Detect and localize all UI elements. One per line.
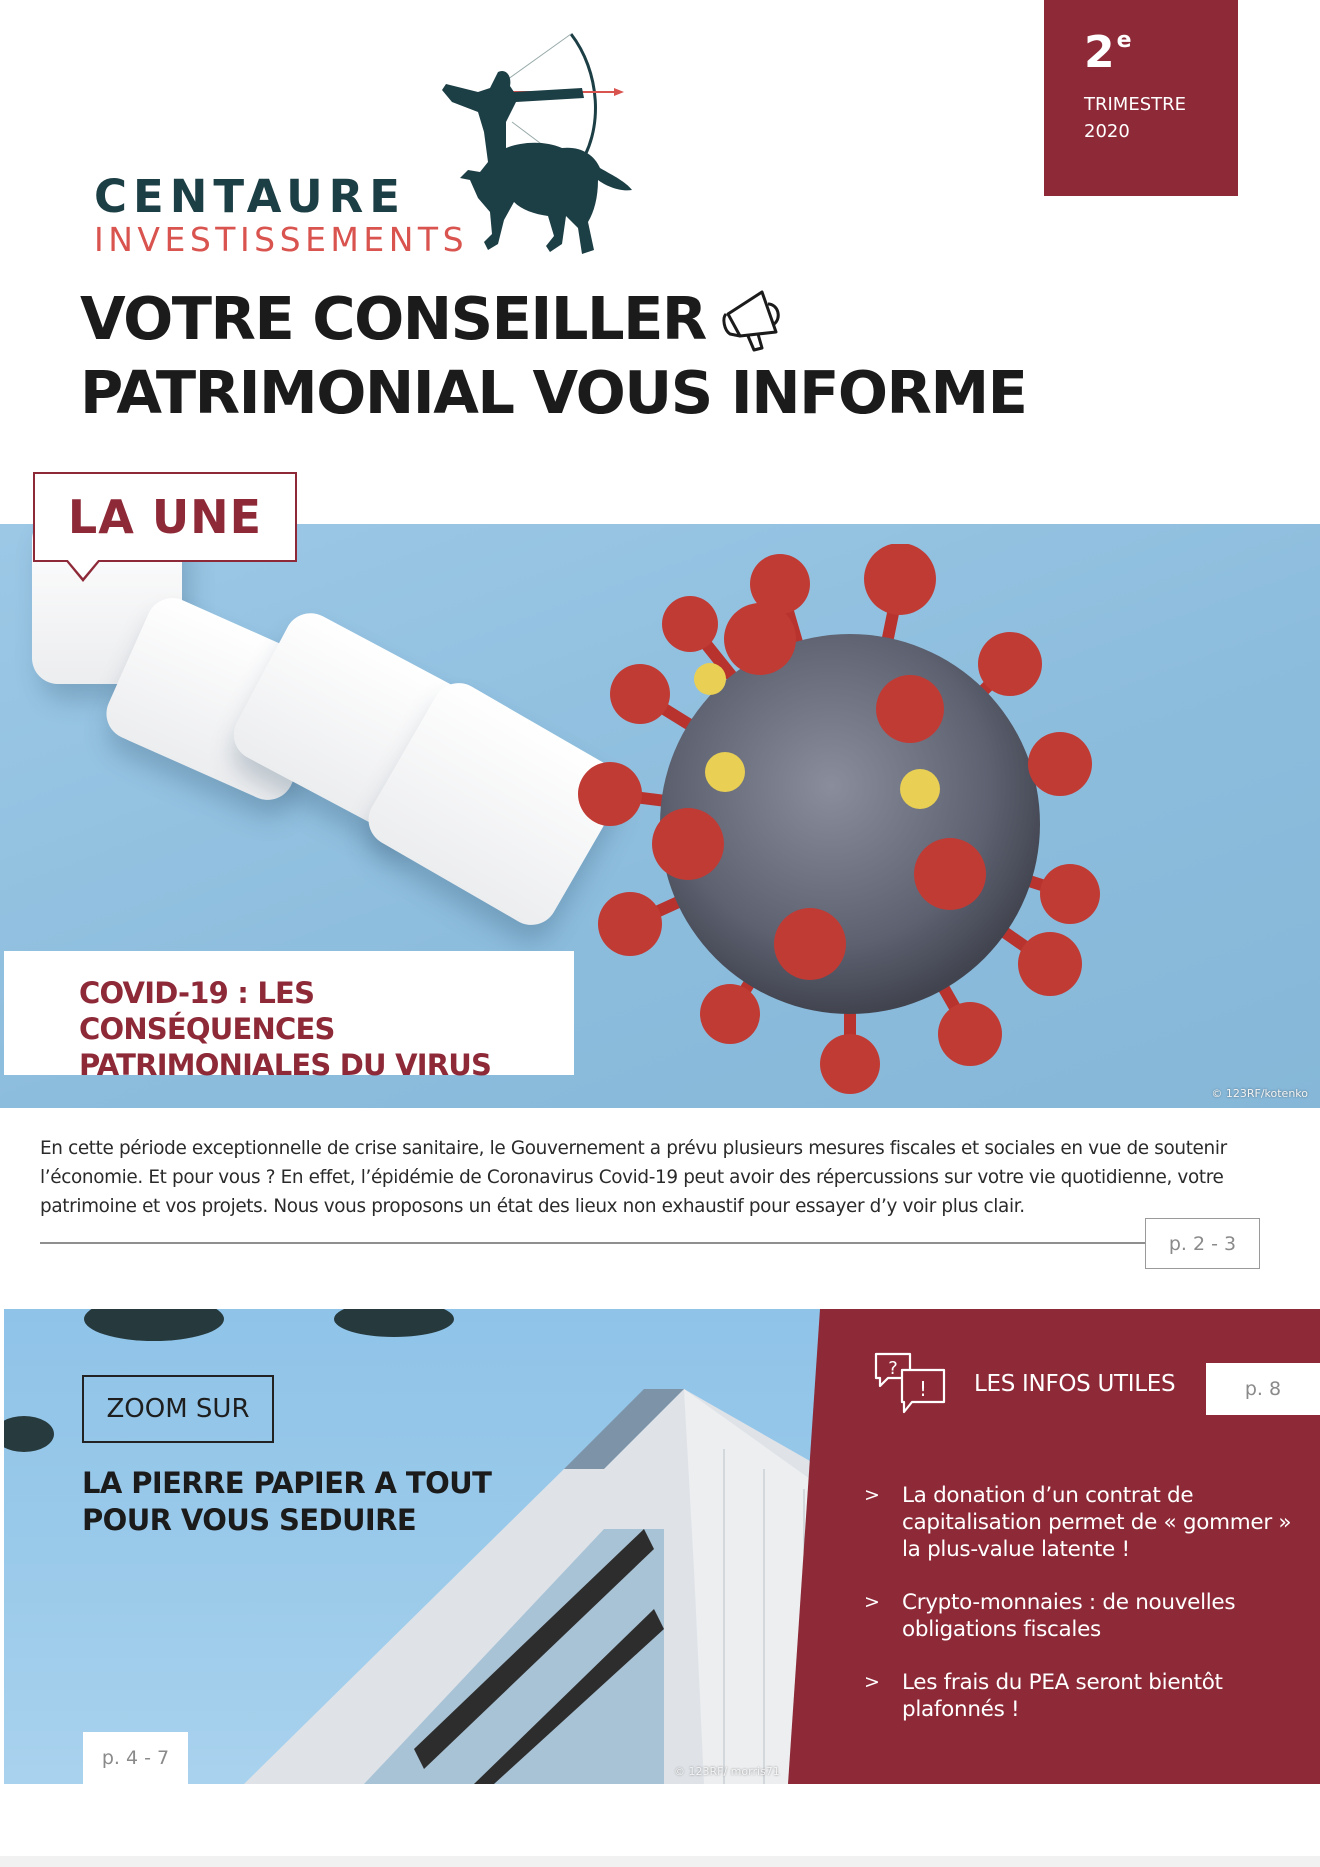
svg-text:?: ?	[888, 1358, 898, 1379]
quarter-number: 2e	[1084, 27, 1132, 78]
infos-utiles-title: LES INFOS UTILES	[974, 1371, 1176, 1397]
brand-name: CENTAURE	[94, 170, 407, 223]
divider	[40, 1242, 1145, 1244]
lead-article-title[interactable]: COVID-19 : LES CONSÉQUENCES PATRIMONIALES DU VIRUS	[79, 976, 492, 1082]
zoom-sur-image	[4, 1309, 824, 1784]
la-une-tag	[33, 472, 297, 562]
brand-subname: INVESTISSEMENTS	[94, 220, 469, 259]
zoom-sur-article-title[interactable]: LA PIERRE PAPIER A TOUT POUR VOUS SEDUIRE	[82, 1466, 492, 1537]
svg-text:!: !	[918, 1377, 928, 1401]
quarter-label	[1084, 91, 1238, 145]
period-label: TRIMESTRE	[1084, 94, 1187, 115]
infos-utiles-header	[872, 1350, 1175, 1418]
coronavirus-model-image	[570, 544, 1130, 1104]
title-line-2: PATRIMONIAL VOUS INFORME	[80, 358, 1027, 427]
zoom-sur-tag: ZOOM SUR	[82, 1375, 274, 1443]
lead-article-title-box[interactable]	[4, 951, 574, 1082]
page-title	[80, 282, 1027, 430]
megaphone-icon	[718, 284, 788, 354]
chevron-right-icon: >	[864, 1484, 880, 1506]
list-item[interactable]: > Les frais du PEA seront bientôt plafonnés !	[864, 1670, 1223, 1722]
page-ref-la-une[interactable]: p. 2 - 3	[1145, 1218, 1260, 1269]
image-credit: © 123RF/ morris71	[674, 1765, 780, 1778]
question-exclamation-bubbles-icon	[872, 1350, 950, 1418]
page-bottom-edge	[0, 1856, 1320, 1867]
chevron-right-icon: >	[864, 1671, 880, 1693]
list-item[interactable]: > Crypto-monnaies : de nouvelles obligations fiscales	[864, 1590, 1236, 1642]
year-label: 2020	[1084, 121, 1130, 142]
quarter-badge	[1044, 0, 1238, 196]
lead-article-intro: En cette période exceptionnelle de crise sanitaire, le Gouvernement a prévu plusieurs mesures fiscales et sociales en vue de soutenir l’économie. Et pour vous ? En effet, l’épidémie de Coronavirus Covid-19 peut avoir des répercussions sur votre vie quotidienne, votre patrimoine et vos projets. Nous vous proposons un état des lieux non exhaustif pour essayer d’y voir plus clair.	[40, 1138, 1227, 1217]
infos-utiles-list	[862, 1482, 1302, 1749]
list-item[interactable]: > La donation d’un contrat de capitalisation permet de « gommer » la plus-value latente !	[864, 1483, 1292, 1562]
image-credit: © 123RF/kotenko	[1211, 1087, 1308, 1100]
la-une-label: LA UNE	[67, 490, 263, 544]
brand-logo	[94, 30, 634, 260]
chevron-right-icon: >	[864, 1591, 880, 1613]
page-ref-zoom-sur[interactable]: p. 4 - 7	[83, 1732, 188, 1784]
title-line-1: VOTRE CONSEILLER	[80, 284, 706, 353]
page-ref-infos-utiles[interactable]: p. 8	[1206, 1363, 1320, 1415]
